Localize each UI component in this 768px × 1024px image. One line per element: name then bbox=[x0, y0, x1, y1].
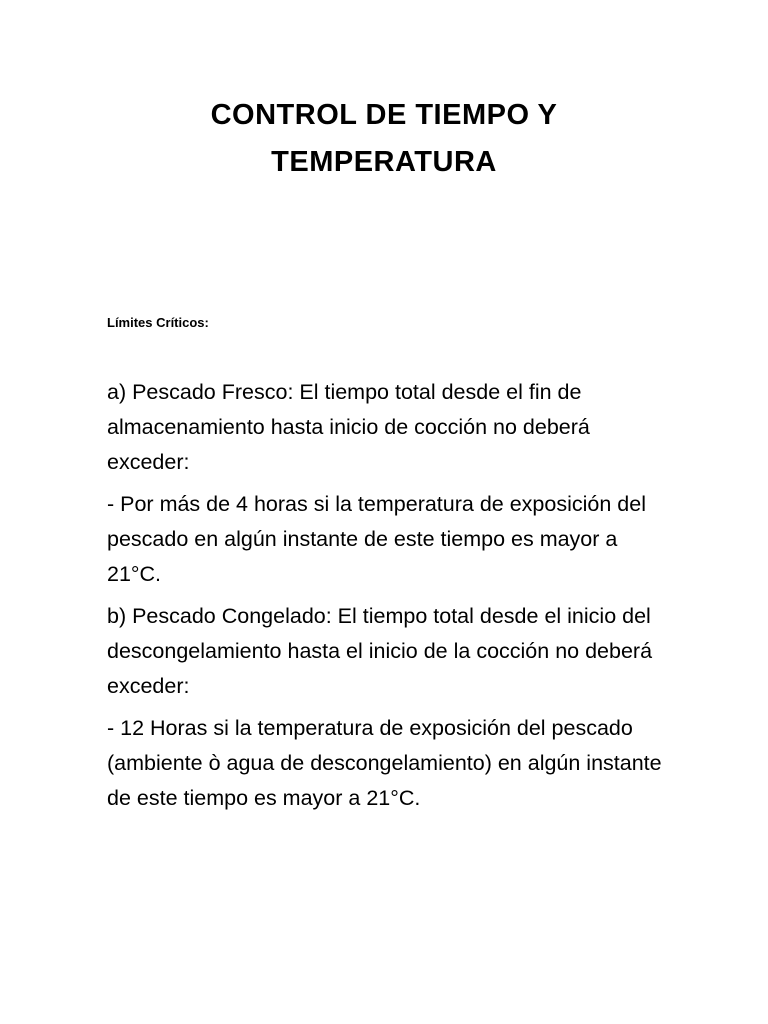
paragraph-frozen-fish: b) Pescado Congelado: El tiempo total desde el inicio del descongelamiento hasta el inicio de la cocción no deberá exceder: bbox=[107, 604, 653, 698]
title-line-2: TEMPERATURA bbox=[271, 146, 497, 178]
title-line-1: CONTROL DE TIEMPO Y bbox=[210, 99, 558, 131]
page-title bbox=[0, 92, 768, 186]
paragraph-fresh-fish-limit: - Por más de 4 horas si la temperatura de exposición del pescado en algún instante de este tiempo es mayor a 21°C. bbox=[107, 492, 646, 586]
critical-limits-heading: Límites Críticos: bbox=[107, 315, 209, 330]
document-body bbox=[107, 375, 667, 823]
paragraph-frozen-fish-limit: - 12 Horas si la temperatura de exposición del pescado (ambiente ò agua de descongelamiento) en algún instante de este tiempo es mayor a 21°C. bbox=[107, 716, 662, 810]
paragraph-fresh-fish: a) Pescado Fresco: El tiempo total desde el fin de almacenamiento hasta inicio de cocción no deberá exceder: bbox=[107, 380, 590, 474]
